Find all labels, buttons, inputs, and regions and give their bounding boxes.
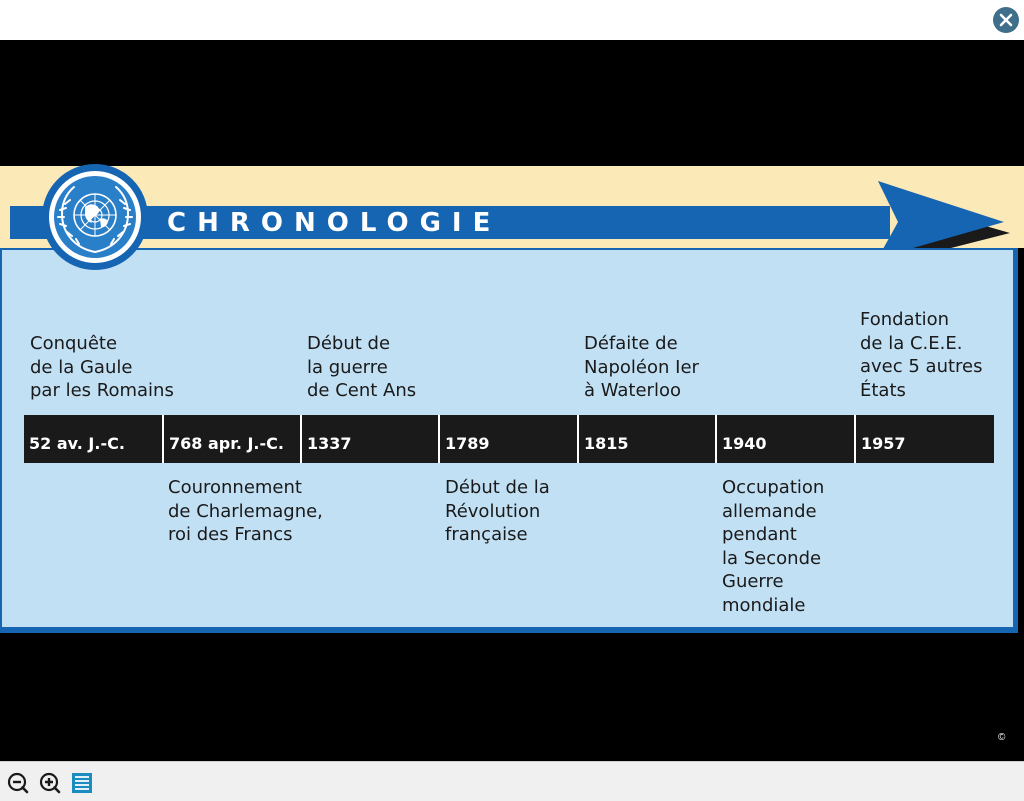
date-52: 52 av. J.-C.: [29, 434, 125, 453]
un-emblem-logo: [42, 164, 148, 270]
copyright-mark: ©: [998, 732, 1006, 743]
event-revolution: Début de la Révolution française: [445, 477, 550, 545]
globe-icon: [52, 174, 138, 260]
event-cee: Fondation de la C.E.E. avec 5 autres États: [860, 309, 983, 401]
event-cent-ans: Début de la guerre de Cent Ans: [307, 333, 417, 401]
zoom-out-button[interactable]: [7, 772, 29, 794]
close-button[interactable]: [993, 7, 1019, 33]
zoom-in-icon: [39, 772, 61, 794]
bottom-toolbar: [0, 761, 1024, 801]
timeline-bar: [24, 415, 994, 463]
list-icon: [71, 772, 93, 794]
zoom-out-icon: [7, 772, 29, 794]
top-bar: [0, 0, 1024, 40]
date-1815: 1815: [584, 434, 629, 453]
event-conquete: Conquête de la Gaule par les Romains: [30, 333, 174, 401]
event-occupation: Occupation allemande pendant la Seconde Guerre mondiale: [722, 477, 825, 616]
date-768: 768 apr. J.-C.: [169, 434, 284, 453]
date-1789: 1789: [445, 434, 490, 453]
date-1957: 1957: [861, 434, 906, 453]
event-charlemagne: Couronnement de Charlemagne, roi des Francs: [168, 477, 323, 545]
date-1337: 1337: [307, 434, 352, 453]
zoom-in-button[interactable]: [39, 772, 61, 794]
page-title: CHRONOLOGIE: [167, 208, 502, 238]
close-icon: [999, 13, 1013, 27]
image-viewer: [0, 40, 1024, 761]
timeline-panel: [0, 248, 1018, 633]
date-1940: 1940: [722, 434, 767, 453]
event-waterloo: Défaite de Napoléon Ier à Waterloo: [584, 333, 699, 401]
list-view-button[interactable]: [71, 772, 93, 794]
